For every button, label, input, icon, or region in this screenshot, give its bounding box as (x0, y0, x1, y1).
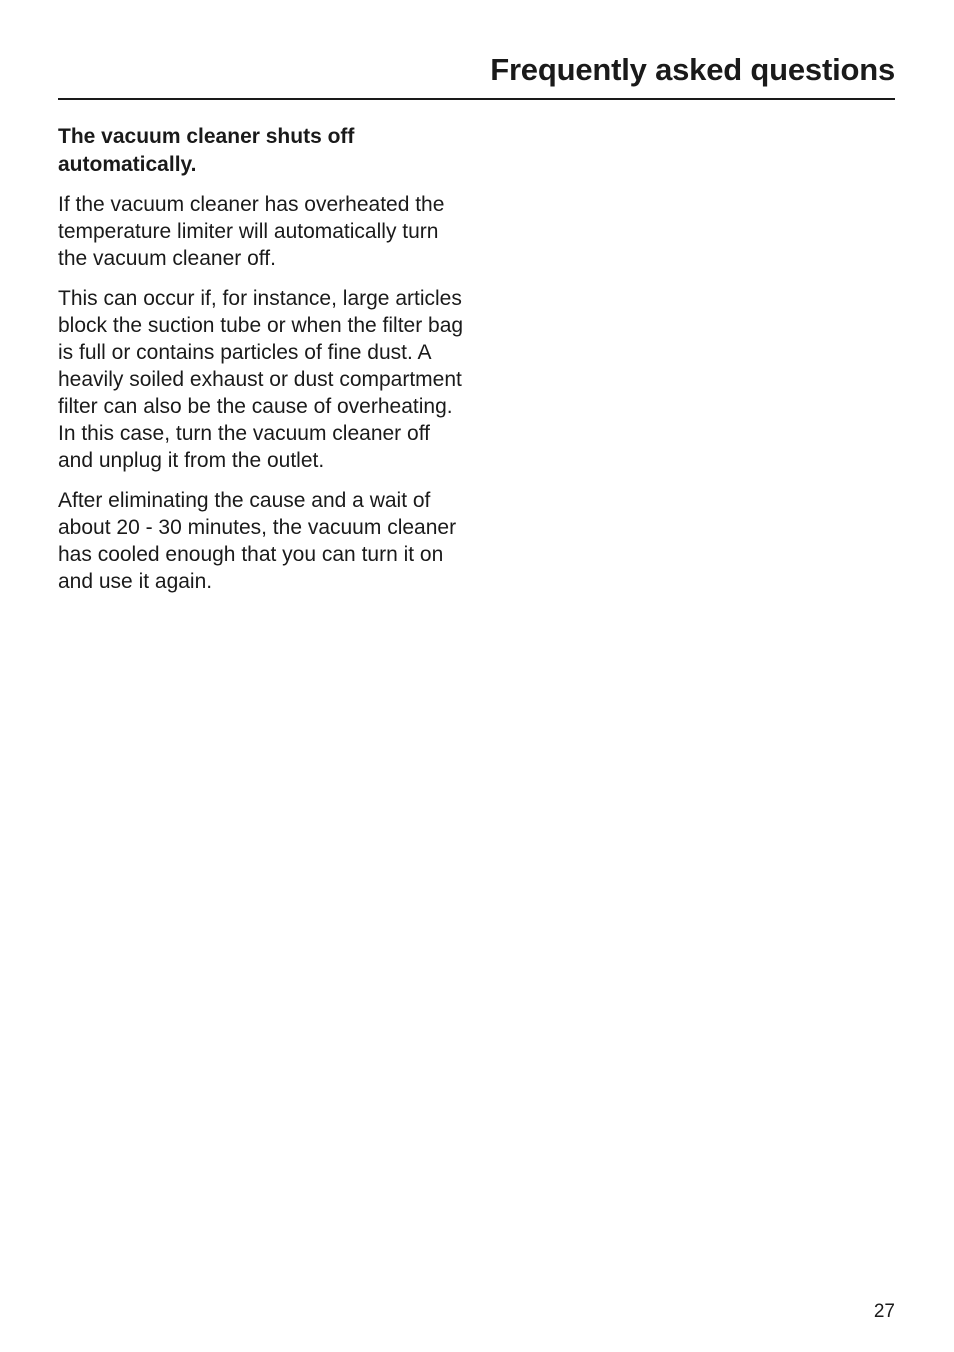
page-header (58, 50, 895, 100)
paragraph-overheating: If the vacuum cleaner has overheated the temperature limiter will automatically turn the vacuum cleaner off. (58, 193, 445, 270)
page-title: Frequently asked questions (490, 52, 895, 87)
page-number: 27 (873, 1301, 895, 1322)
header-rule (58, 98, 895, 100)
paragraph-causes: This can occur if, for instance, large articles block the suction tube or when the filter bag is full or contains particles of fine dust. A heavily soiled exhaust or dust compartment filter can also be the cause of overheating. In this case, turn the vacuum cleaner off and unplug it from the outlet. (58, 287, 464, 472)
faq-section (58, 123, 468, 608)
paragraph-cooldown: After eliminating the cause and a wait of about 20 - 30 minutes, the vacuum cleaner has cooled enough that you can turn it on and use it again. (58, 489, 457, 593)
section-heading: The vacuum cleaner shuts off automatically. (58, 125, 355, 176)
